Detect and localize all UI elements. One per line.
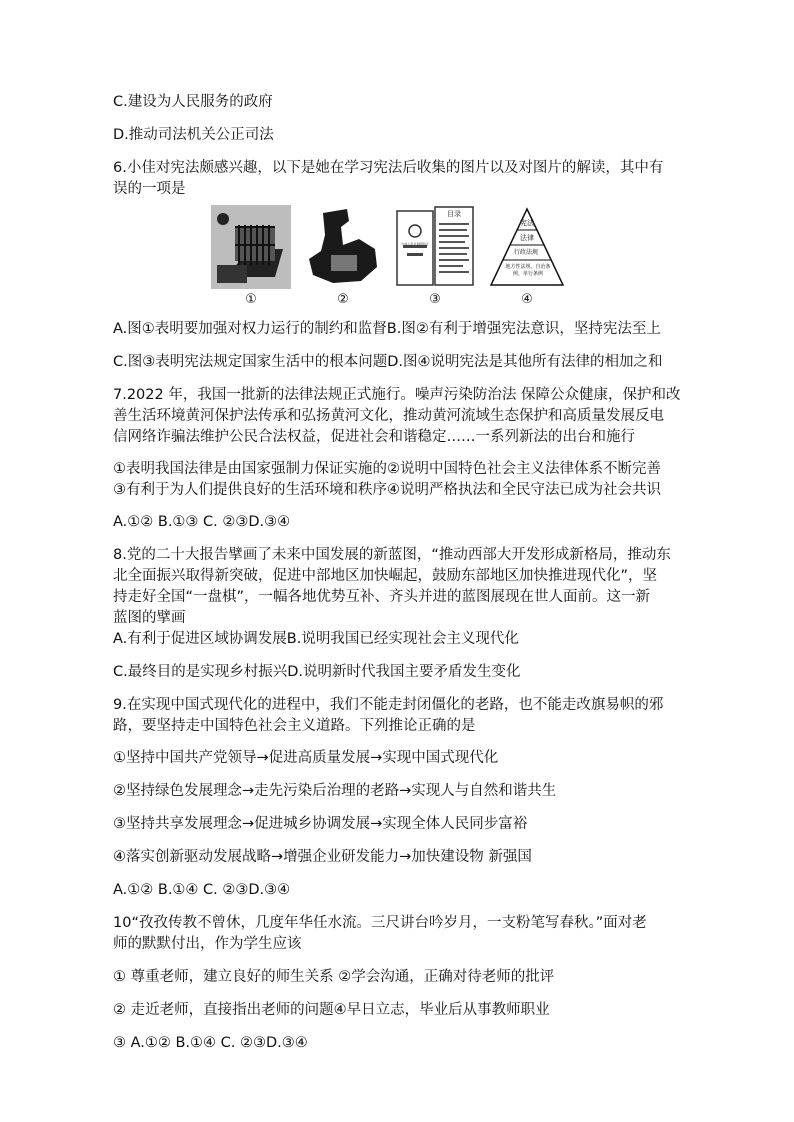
q7-stem-line1: 7.2022 年，我国一批新的法律法规正式施行。噪声污染防治法 保障公众健康，保护和改 [113, 387, 681, 403]
q6-stem-line2: 误的一项是 [113, 181, 186, 197]
q9-stem-line1: 9.在实现中国式现代化的进程中，我们不能走封闭僵化的老路，也不能走改旗易帜的邪 [113, 697, 664, 713]
q6-figures [211, 205, 571, 311]
q8-stem-line1: 8.党的二十大报告擘画了未来中国发展的新蓝图，“推动西部大开发形成新格局，推动东 [113, 547, 671, 563]
pyramid-level-local-regulations: 地方性法规、自治条例、单行条例 [505, 264, 551, 277]
q8-options-cd: C.最终目的是实现乡村振兴D.说明新时代我国主要矛盾发生变化 [113, 664, 521, 680]
q10-line2: ② 走近老师，直接指出老师的问题④早日立志，毕业后从事教师职业 [113, 1002, 550, 1018]
figure-label-1: ① [245, 292, 257, 307]
q10-stem-line2: 师的默默付出，作为学生应该 [113, 936, 302, 952]
pyramid-level-admin-regulations: 行政法规 [514, 249, 539, 256]
q7-items-line1: ①表明我国法律是由国家强制力保证实施的②说明中国特色社会主义法律体系不断完善 [113, 461, 661, 477]
q5-option-c: C.建设为人民服务的政府 [113, 94, 273, 110]
pyramid-level-law: 法律 [520, 234, 534, 242]
q6-options-ab: A.图①表明要加强对权力运行的制约和监督B.图②有利于增强宪法意识，坚持宪法至上 [113, 321, 661, 337]
q6-options-cd: C.图③表明宪法规定国家生活中的根本问题D.图④说明宪法是其他所有法律的相加之和 [113, 354, 663, 370]
q8-stem-line4: 蓝图的擘画 [113, 610, 186, 626]
q10-stem-line1: 10“孜孜传教不曾休，几度年华任水流。三尺讲台吟岁月，一支粉笔写春秋。”面对老 [113, 915, 647, 931]
q7-items-line2: ③有利于为人们提供良好的生活环境和秩序④说明严格执法和全民守法已成为社会共识 [113, 482, 661, 498]
q9-answers: A.①② B.①④ C. ②③D.③④ [113, 882, 291, 898]
figure-label-3: ③ [429, 292, 441, 307]
figure-3-cover-text: 中华人民共和国宪法 [401, 242, 429, 246]
pyramid-level-constitution: 宪法 [520, 219, 534, 227]
figure-3-constitution-book-image [395, 205, 475, 289]
q9-item-4: ④落实创新驱动发展战略→增强企业研发能力→加快建设物 新强国 [113, 849, 532, 865]
q6-stem-line1: 6.小佳对宪法颇感兴趣，以下是她在学习宪法后收集的图片以及对图片的解读，其中有 [113, 160, 664, 176]
q9-item-2: ②坚持绿色发展理念→走先污染后治理的老路→实现人与自然和谐共生 [113, 783, 557, 799]
figure-label-2: ② [337, 292, 349, 307]
figure-2-silhouette-image [303, 205, 383, 289]
q9-item-1: ①坚持中国共产党领导→促进高质量发展→实现中国式现代化 [113, 750, 499, 766]
q10-line3: ③ A.①② B.①④ C. ②③D.③④ [113, 1035, 308, 1051]
q8-stem-line3: 持走好全国“一盘棋”，一幅各地优势互补、齐头并进的蓝图展现在世人面前。这一新 [113, 589, 651, 605]
figure-1-cage-image [211, 205, 291, 289]
figure-3-contents-title: 目录 [447, 210, 461, 218]
q8-stem-line2: 北全面振兴取得新突破，促进中部地区加快崛起，鼓励东部地区加快推进现代化”，坚 [113, 568, 658, 584]
q9-stem-line2: 路，要坚持走中国特色社会主义道路。下列推论正确的是 [113, 718, 476, 734]
q5-option-d: D.推动司法机关公正司法 [113, 127, 274, 143]
q7-stem-line2: 善生活环境黄河保护法传承和弘扬黄河文化，推动黄河流域生态保护和高质量发展反电 [113, 408, 664, 424]
q9-item-3: ③坚持共享发展理念→促进城乡协调发展→实现全体人民同步富裕 [113, 816, 528, 832]
figure-4-law-pyramid-image [487, 205, 567, 289]
q8-options-ab: A.有利于促进区域协调发展B.说明我国已经实现社会主义现代化 [113, 631, 519, 647]
q10-line1: ① 尊重老师，建立良好的师生关系 ②学会沟通，正确对待老师的批评 [113, 969, 555, 985]
q7-stem-line3: 信网络诈骗法维护公民合法权益，促进社会和谐稳定……一系列新法的出台和施行 [113, 429, 635, 445]
q7-answers: A.①② B.①③ C. ②③D.③④ [113, 514, 291, 530]
figure-label-4: ④ [521, 292, 533, 307]
